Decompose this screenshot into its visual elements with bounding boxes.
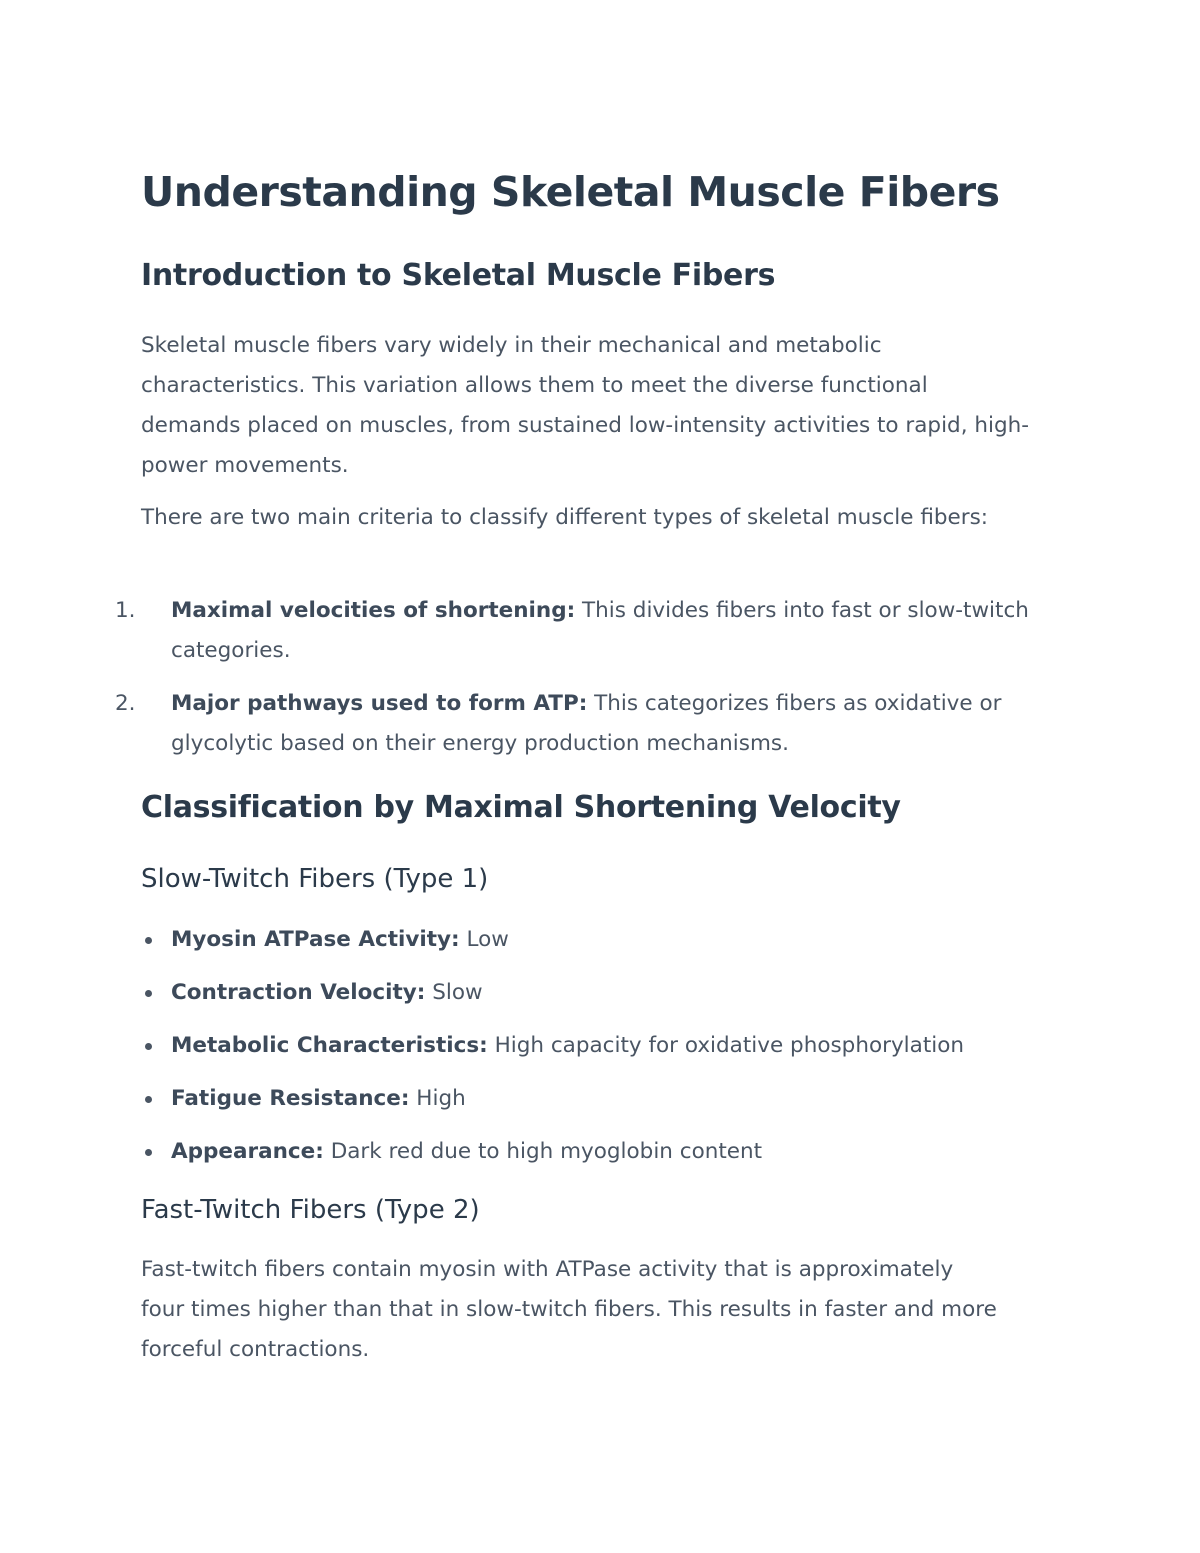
property-term: Fatigue Resistance: [171, 1086, 410, 1111]
bullet-icon [145, 1043, 152, 1050]
criteria-text: This divides fibers into fast or slow-twitch categories. [171, 598, 1029, 663]
slow-twitch-heading: Slow-Twitch Fibers (Type 1) [141, 864, 489, 894]
property-value: High capacity for oxidative phosphorylation [487, 1033, 964, 1058]
classification-heading: Classification by Maximal Shortening Velocity [141, 790, 901, 825]
intro-heading: Introduction to Skeletal Muscle Fibers [141, 258, 776, 293]
bullet-icon [145, 937, 152, 944]
property-value: High [409, 1086, 466, 1111]
property-item [111, 1132, 1011, 1172]
property-item [111, 1079, 1011, 1119]
list-number: 1. [115, 598, 136, 623]
criteria-list [115, 591, 1041, 777]
fast-twitch-paragraph: Fast-twitch fibers contain myosin with ATPase activity that is approximately four times higher than that in slow-twitch fibers. This results in faster and more forceful contractions. [141, 1257, 997, 1362]
property-item [111, 973, 1011, 1013]
bullet-icon [145, 1149, 152, 1156]
property-term: Myosin ATPase Activity: [171, 927, 460, 952]
property-term: Appearance: [171, 1139, 324, 1164]
property-term: Metabolic Characteristics: [171, 1033, 488, 1058]
property-value: Slow [425, 980, 483, 1005]
bullet-icon [145, 1096, 152, 1103]
slow-twitch-properties [111, 920, 1011, 1185]
intro-paragraph-2: There are two main criteria to classify different types of skeletal muscle fibers: [141, 505, 989, 530]
bullet-icon [145, 990, 152, 997]
criteria-term: Major pathways used to form ATP: [171, 691, 588, 716]
property-term: Contraction Velocity: [171, 980, 426, 1005]
property-item [111, 1026, 1011, 1066]
page-title: Understanding Skeletal Muscle Fibers [141, 168, 1000, 216]
criteria-item [111, 591, 1029, 671]
criteria-item [111, 684, 1011, 764]
property-value: Low [459, 927, 509, 952]
criteria-text: This categorizes fibers as oxidative or glycolytic based on their energy production mechanisms. [171, 691, 1002, 756]
fast-twitch-heading: Fast-Twitch Fibers (Type 2) [141, 1195, 480, 1225]
property-value: Dark red due to high myoglobin content [323, 1139, 763, 1164]
criteria-term: Maximal velocities of shortening: [171, 598, 576, 623]
property-item [111, 920, 1011, 960]
intro-paragraph-1: Skeletal muscle fibers vary widely in their mechanical and metabolic characteristics. This variation allows them to meet the diverse functional demands placed on muscles, from sustained low-intensity activities to rapid, high-power movements. [141, 333, 1029, 478]
list-number: 2. [115, 691, 136, 716]
